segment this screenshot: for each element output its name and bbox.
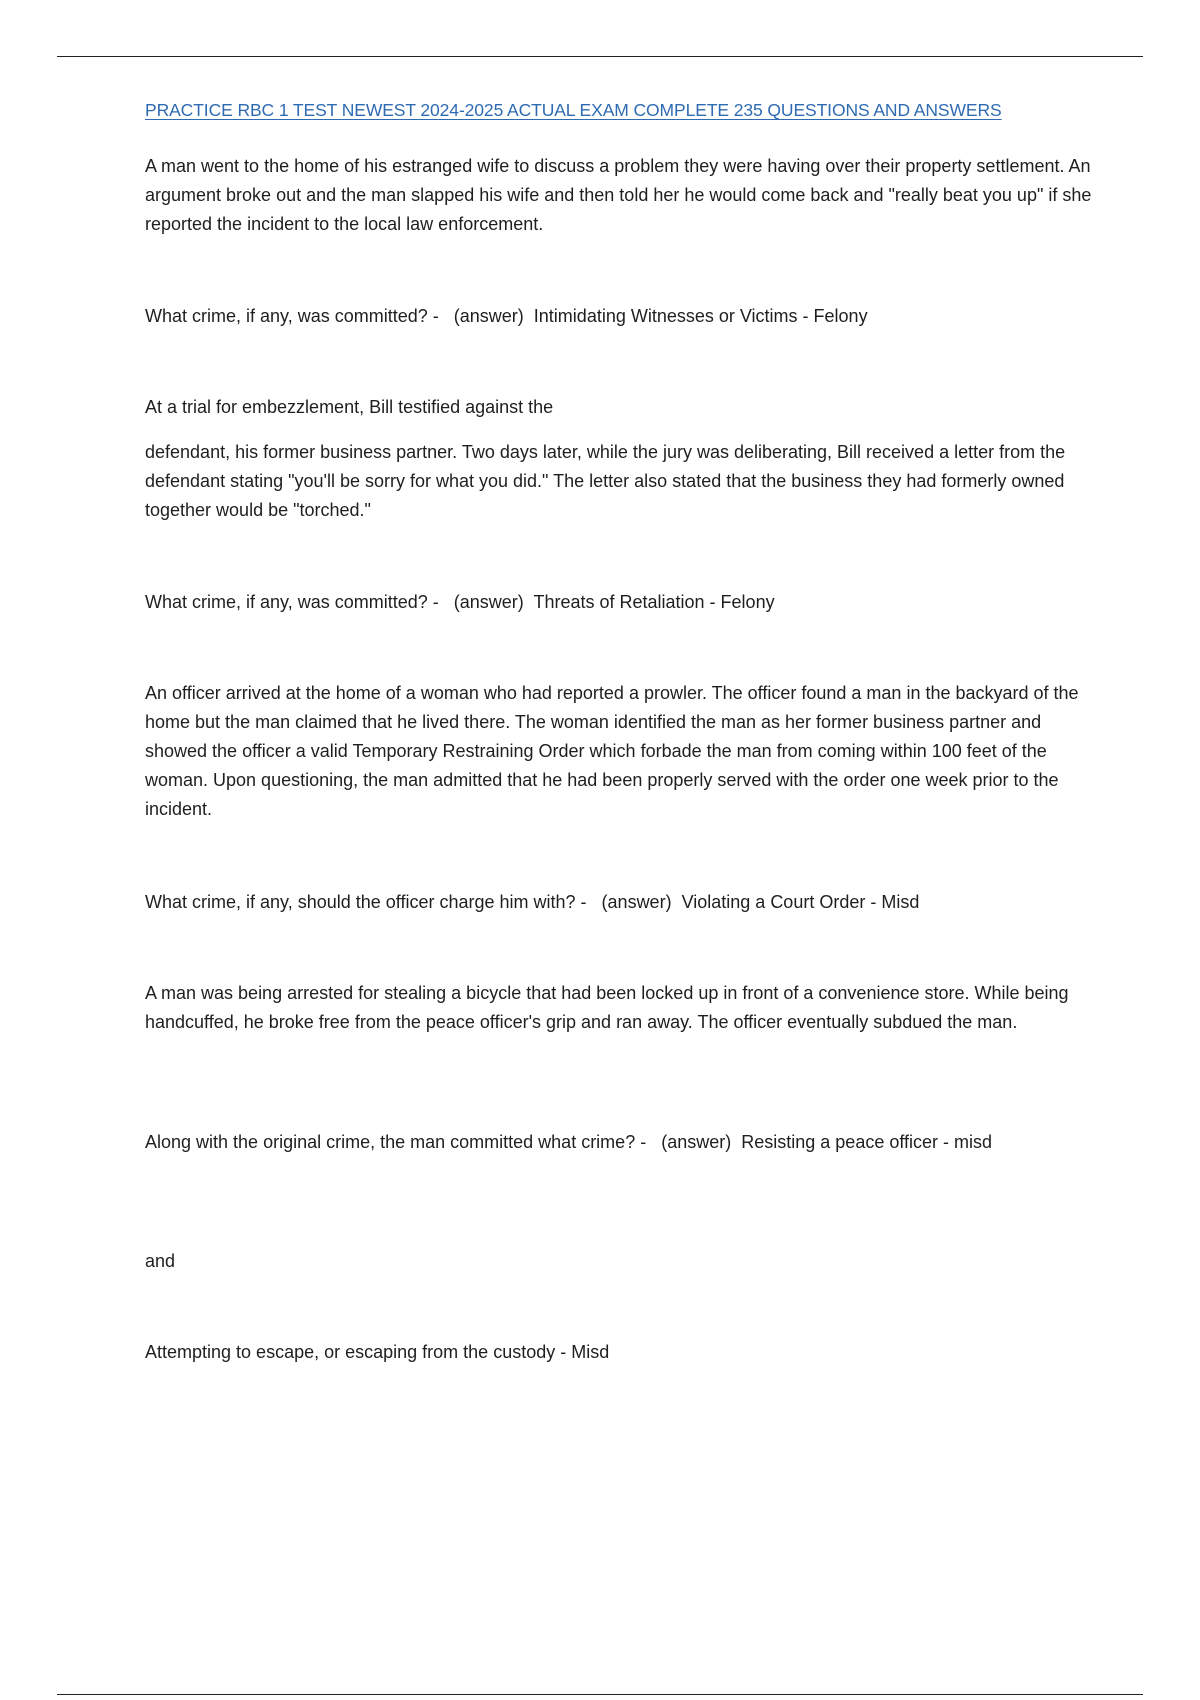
answer-3: Violating a Court Order - Misd bbox=[681, 892, 920, 912]
question-4: Along with the original crime, the man committed what crime? - bbox=[145, 1132, 647, 1152]
document-title[interactable]: PRACTICE RBC 1 TEST NEWEST 2024-2025 ACTUAL EXAM COMPLETE 235 QUESTIONS AND ANSWERS bbox=[145, 100, 1002, 120]
question-1: What crime, if any, was committed? - bbox=[145, 306, 439, 326]
answer-4-extra: Attempting to escape, or escaping from the custody - Misd bbox=[145, 1342, 610, 1362]
top-divider bbox=[57, 56, 1143, 57]
qa-2 bbox=[145, 588, 1095, 617]
qa-3 bbox=[145, 888, 1095, 917]
scenario-4: A man was being arrested for stealing a bicycle that had been locked up in front of a convenience store. While being handcuffed, he broke free from the peace officer's grip and ran away. The officer eventually subdued the man. bbox=[145, 983, 1069, 1032]
conjunction-4: and bbox=[145, 1251, 176, 1271]
scenario-2-intro: At a trial for embezzlement, Bill testified against the bbox=[145, 397, 554, 417]
answer-1: Intimidating Witnesses or Victims - Felony bbox=[533, 306, 868, 326]
qa-4 bbox=[145, 1128, 1095, 1157]
scenario-3: An officer arrived at the home of a woman who had reported a prowler. The officer found a man in the backyard of the home but the man claimed that he lived there. The woman identified the man as her former business partner and showed the officer a valid Temporary Restraining Order which forbade the man from coming within 100 feet of the woman. Upon questioning, the man admitted that he had been properly served with the order one week prior to the incident. bbox=[145, 683, 1079, 819]
question-3: What crime, if any, should the officer charge him with? - bbox=[145, 892, 587, 912]
bottom-divider bbox=[57, 1694, 1143, 1695]
answer-tag-1: (answer) bbox=[453, 306, 524, 326]
answer-2: Threats of Retaliation - Felony bbox=[533, 592, 775, 612]
answer-tag-2: (answer) bbox=[453, 592, 524, 612]
qa-1 bbox=[145, 302, 1095, 331]
scenario-2: defendant, his former business partner. Two days later, while the jury was deliberating, Bill received a letter from the defendant stating "you'll be sorry for what you did." The letter also stated that the business they had formerly owned together would be "torched." bbox=[145, 442, 1066, 520]
answer-tag-3: (answer) bbox=[601, 892, 672, 912]
question-2: What crime, if any, was committed? - bbox=[145, 592, 439, 612]
answer-tag-4: (answer) bbox=[661, 1132, 732, 1152]
scenario-1: A man went to the home of his estranged wife to discuss a problem they were having over their property settlement. An argument broke out and the man slapped his wife and then told her he would come back and "really beat you up" if she reported the incident to the local law enforcement. bbox=[145, 156, 1092, 234]
answer-4: Resisting a peace officer - misd bbox=[741, 1132, 993, 1152]
